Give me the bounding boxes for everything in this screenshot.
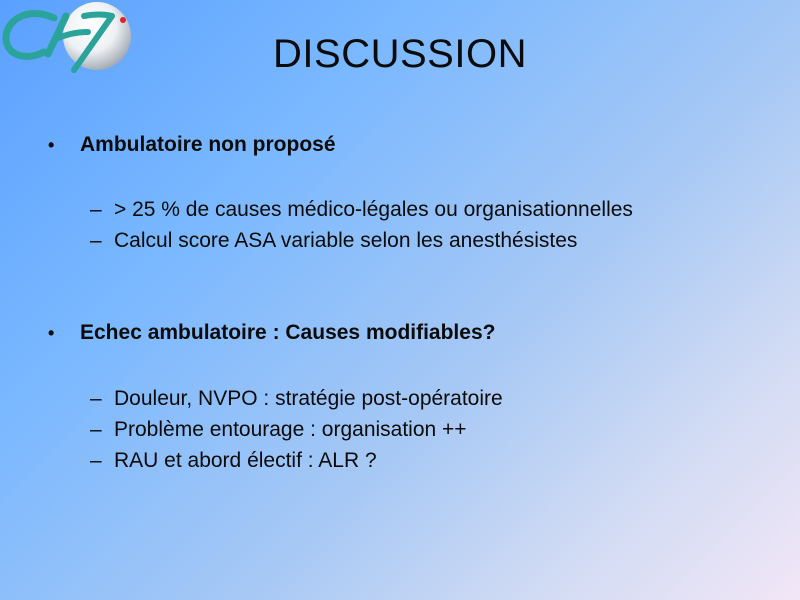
bullet-ambulatoire-non-propose	[48, 132, 336, 158]
dash-marker: –	[90, 198, 102, 221]
sub-item	[90, 194, 633, 225]
dash-marker: –	[90, 418, 102, 441]
sub-item-text: Calcul score ASA variable selon les anesthésistes	[114, 229, 578, 252]
sub-list-2	[90, 383, 503, 476]
dash-marker: –	[90, 449, 102, 472]
sub-item	[90, 225, 633, 256]
bullet-heading: Echec ambulatoire : Causes modifiables?	[80, 321, 496, 344]
sub-item-text: Douleur, NVPO : stratégie post-opératoire	[114, 387, 503, 410]
sub-item	[90, 414, 503, 445]
dash-marker: –	[90, 387, 102, 410]
bullet-echec-ambulatoire	[48, 320, 495, 346]
bullet-marker: •	[48, 323, 55, 343]
slide-title: DISCUSSION	[273, 32, 527, 76]
bullet-heading: Ambulatoire non proposé	[80, 133, 336, 156]
sub-item-text: Problème entourage : organisation ++	[114, 418, 467, 441]
dash-marker: –	[90, 229, 102, 252]
sub-item	[90, 445, 503, 476]
sub-list-1	[90, 194, 633, 256]
sub-item-text: > 25 % de causes médico-légales ou organisationnelles	[114, 198, 633, 221]
sub-item-text: RAU et abord électif : ALR ?	[114, 449, 377, 472]
bullet-marker: •	[48, 135, 55, 155]
sub-item	[90, 383, 503, 414]
